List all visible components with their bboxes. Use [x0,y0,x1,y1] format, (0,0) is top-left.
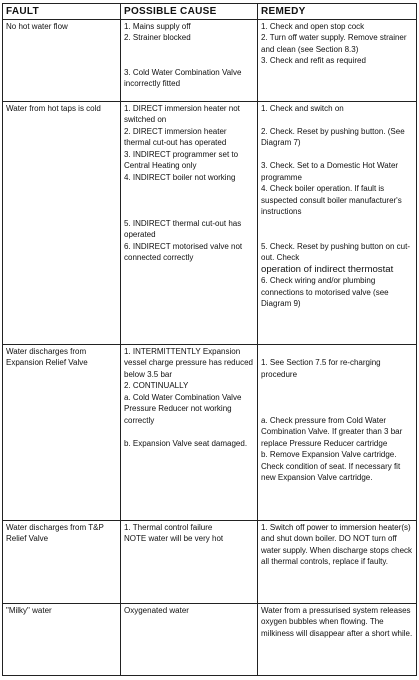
cause-entry: 3. Cold Water Combination Valve incorrectly fitted [124,67,242,88]
cause-cell [121,101,258,344]
cause-cell [121,344,258,520]
cause-cell [121,19,258,101]
remedy-entry: b. Remove Expansion Valve cartridge. Check condition of seat. If necessary fit new Expansion Valve cartridge. [261,450,401,482]
fault-cell: "Milky" water [3,603,121,675]
troubleshooting-page [2,3,416,676]
header-row [3,4,417,20]
remedy-cell [258,19,417,101]
cause-entry: 6. INDIRECT motorised valve not connected correctly [124,241,243,262]
fault-cell: Water from hot taps is cold [3,101,121,344]
cause-entry: 1. DIRECT immersion heater not switched on [124,103,240,124]
cause-entry: 2. Strainer blocked [124,33,191,42]
remedy-header: REMEDY [258,4,417,20]
remedy-entry: 5. Check. Reset by pushing button on cut-out. Check [261,241,410,262]
cause-entry: Oxygenated water [124,605,189,615]
cause-cell [121,603,258,675]
cause-entry: 2. DIRECT immersion heater thermal cut-out has operated [124,126,227,147]
remedy-entry: 2. Turn off water supply. Remove strainer and clean (see Section 8.3) [261,33,407,54]
cause-entry: b. Expansion Valve seat damaged. [124,438,248,448]
table-row [3,344,417,520]
remedy-entry: 3. Check and refit as required [261,56,366,65]
table-row [3,520,417,603]
remedy-entry: 1. Switch off power to immersion heater(s) and shut down boiler. DO NOT turn off water supply. When discharge stops check all thermal controls, replace if faulty. [261,522,413,566]
cause-entry: 1. Thermal control failure [124,522,213,532]
cause-entry: 5. INDIRECT thermal cut-out has operated [124,218,242,239]
remedy-entry: 6. Check wiring and/or plumbing connections to motorised valve (see Diagram 9) [261,276,389,308]
remedy-entry: 1. Check and switch on [261,103,344,113]
remedy-entry: 1. Check and open stop cock [261,21,365,31]
cause-entry: a. Cold Water Combination Valve Pressure Reducer not working correctly [124,392,242,425]
remedy-cell [258,520,417,603]
cause-entry: 4. INDIRECT boiler not working [124,172,236,182]
remedy-cell [258,344,417,520]
remedy-cell [258,603,417,675]
cause-entry: 1. INTERMITTENTLY Expansion vessel charge pressure has reduced below 3.5 bar [124,346,253,379]
fault-cell: Water discharges from T&P Relief Valve [3,520,121,603]
cause-entry: 1. Mains supply off [124,21,191,31]
fault-cell: No hot water flow [3,19,121,101]
table-row [3,101,417,344]
cause-header: POSSIBLE CAUSE [121,4,258,20]
cause-entry: 2. CONTINUALLY [124,381,189,390]
cause-entry: NOTE water will be very hot [124,534,224,543]
cause-cell [121,520,258,603]
remedy-entry: 3. Check. Set to a Domestic Hot Water programme [261,161,399,182]
fault-header: FAULT [3,4,121,20]
remedy-entry: 2. Check. Reset by pushing button. (See Diagram 7) [261,126,405,147]
remedy-entry: 4. Check boiler operation. If fault is suspected consult boiler manufacturer's instructions [261,184,402,216]
table-row [3,19,417,101]
remedy-entry: 1. See Section 7.5 for re-charging procedure [261,358,381,379]
remedy-entry: Water from a pressurised system releases oxygen bubbles when flowing. The milkiness will disappear after a short while. [261,605,413,638]
cause-entry: 3. INDIRECT programmer set to Central Heating only [124,149,239,170]
fault-table [2,3,417,676]
table-row [3,603,417,675]
remedy-entry: operation of indirect thermostat [261,263,394,275]
remedy-cell [258,101,417,344]
fault-cell: Water discharges from Expansion Relief Valve [3,344,121,520]
remedy-entry: a. Check pressure from Cold Water Combination Valve. If greater than 3 bar replace Pressure Reducer cartridge [261,415,403,448]
